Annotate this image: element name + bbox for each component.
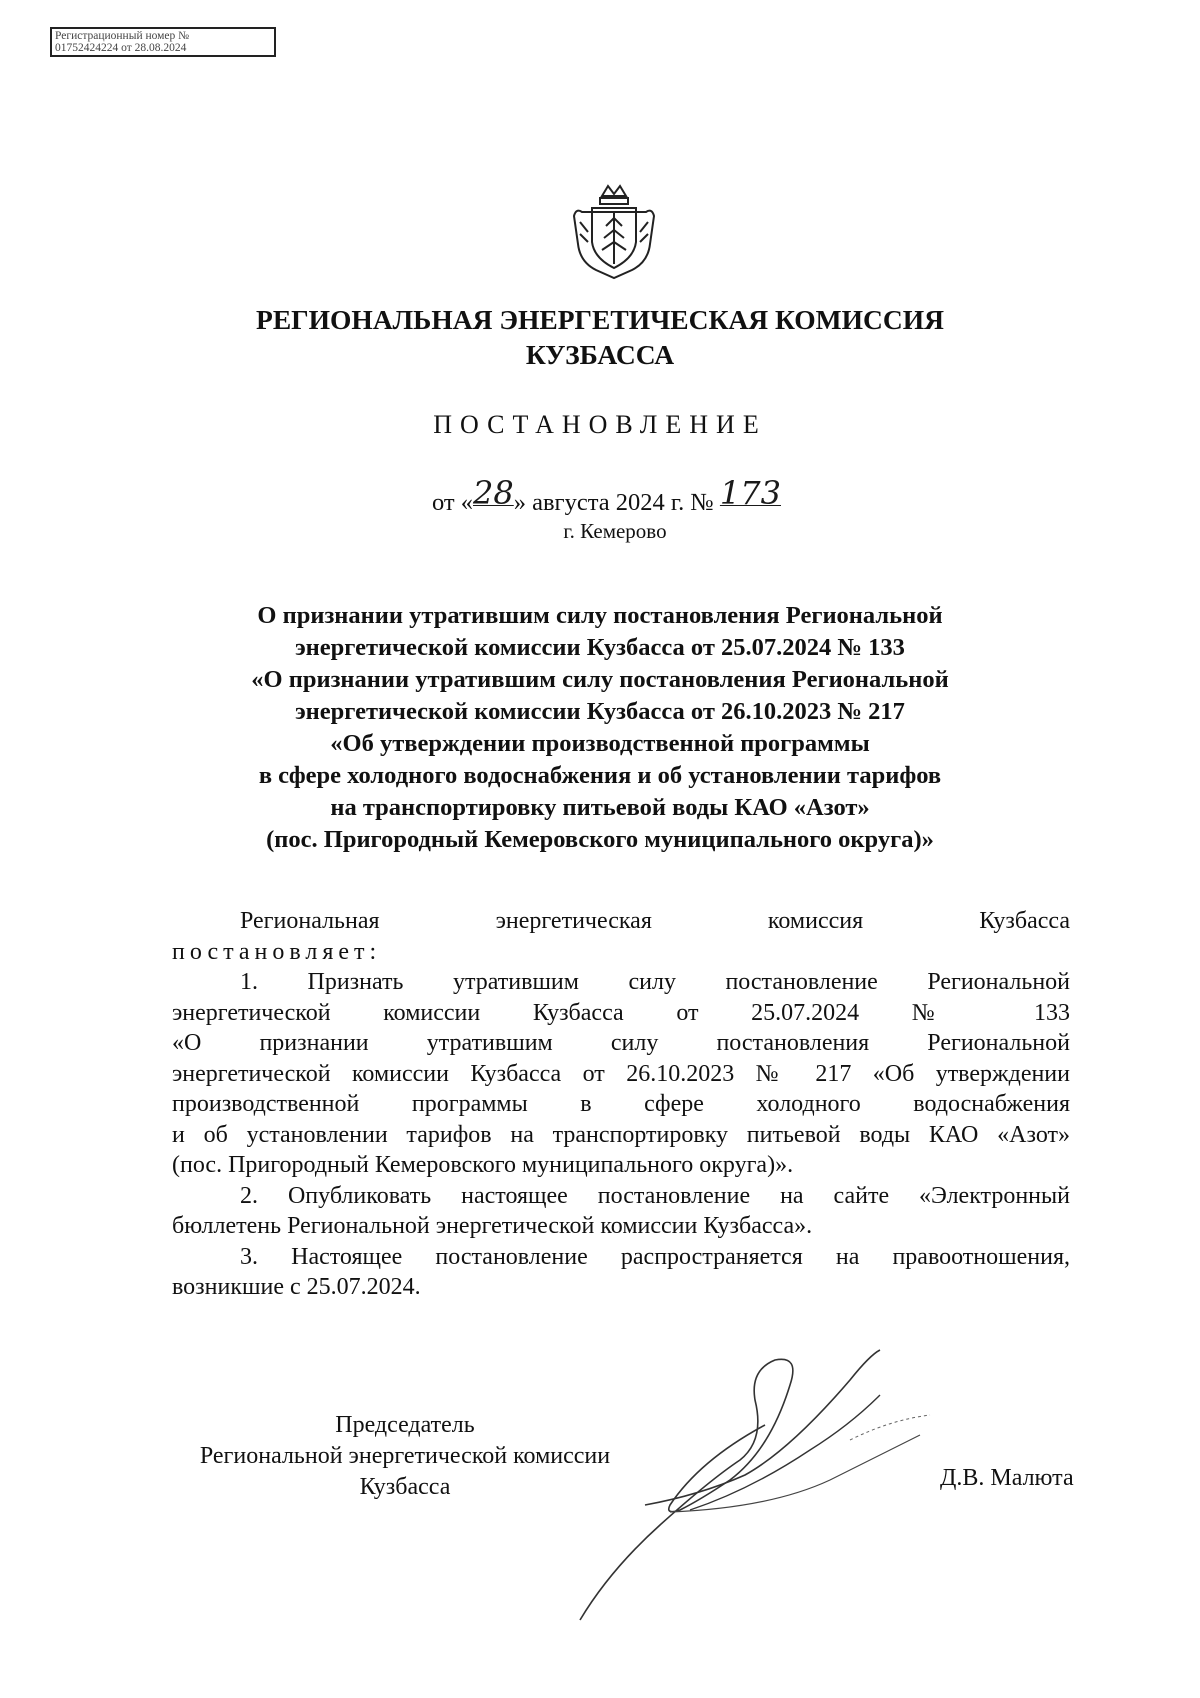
organization-name [0,302,1200,372]
item-1-line: 1. Признать утратившим силу постановление Региональной [240,969,1070,995]
coat-of-arms-icon [572,182,656,282]
subject-line: в сфере холодного водоснабжения и об установлении тарифов [258,762,942,789]
subject-line: энергетической комиссии Кузбасса от 25.07.2024 № 133 [295,634,905,661]
signatory-title-line: Председатель [335,1412,475,1438]
preamble-verb: постановляет: [172,938,382,965]
date-middle: » августа 2024 г. № [513,489,714,516]
registration-stamp [50,27,276,57]
item-1-line: энергетической комиссии Кузбасса от 26.10.2023 № 217 «Об утверждении [172,1060,1070,1087]
item-2-line: 2. Опубликовать настоящее постановление на сайте «Электронный [240,1182,1070,1209]
item-1-line: «О признании утратившим силу постановления Региональной [172,1030,1070,1056]
item-1-line: и об установлении тарифов на транспортировку питьевой воды КАО «Азот» [172,1121,1070,1148]
registration-label: Регистрационный номер № [55,30,190,42]
document-subject [0,600,1200,856]
subject-line: (пос. Пригородный Кемеровского муниципального округа)» [266,826,934,853]
subject-line: на транспортировку питьевой воды КАО «Азот» [330,794,870,821]
city: г. Кемерово [563,519,667,543]
item-1-line: энергетической комиссии Кузбасса от 25.07.2024 № 133 [172,999,1070,1026]
subject-line: О признании утратившим силу постановления Региональной [257,602,943,629]
subject-line: «Об утверждении производственной программы [330,730,870,757]
date-prefix: от « [432,489,474,516]
item-1-line: (пос. Пригородный Кемеровского муниципального округа)». [172,1152,794,1178]
registration-number: 01752424224 от 28.08.2024 [55,42,187,54]
item-2-line: бюллетень Региональной энергетической комиссии Кузбасса». [172,1213,813,1239]
signatory-title-line: Кузбасса [359,1474,451,1500]
signatory-name: Д.В. Малюта [940,1465,1074,1491]
item-3-line: возникшие с 25.07.2024. [172,1274,421,1300]
preamble-line: Региональная энергетическая комиссия Кузбасса [240,908,1070,934]
organization-name-line-2: КУЗБАССА [525,339,675,370]
subject-line: энергетической комиссии Кузбасса от 26.10.2023 № 217 [295,698,905,725]
item-3-line: 3. Настоящее постановление распространяется на правоотношения, [240,1243,1070,1270]
document-body [172,906,1070,1303]
signatory-title-line: Региональной энергетической комиссии [199,1443,611,1469]
subject-line: «О признании утратившим силу постановления Региональной [251,666,949,693]
handwritten-number: 173 [719,474,781,512]
item-1-line: производственной программы в сфере холодного водоснабжения [172,1091,1070,1117]
handwritten-signature [550,1340,1010,1630]
organization-name-line-1: РЕГИОНАЛЬНАЯ ЭНЕРГЕТИЧЕСКАЯ КОМИССИЯ [256,304,944,335]
date-line [432,474,781,518]
handwritten-day: 28 [473,474,514,512]
document-type: ПОСТАНОВЛЕНИЕ [433,410,767,439]
